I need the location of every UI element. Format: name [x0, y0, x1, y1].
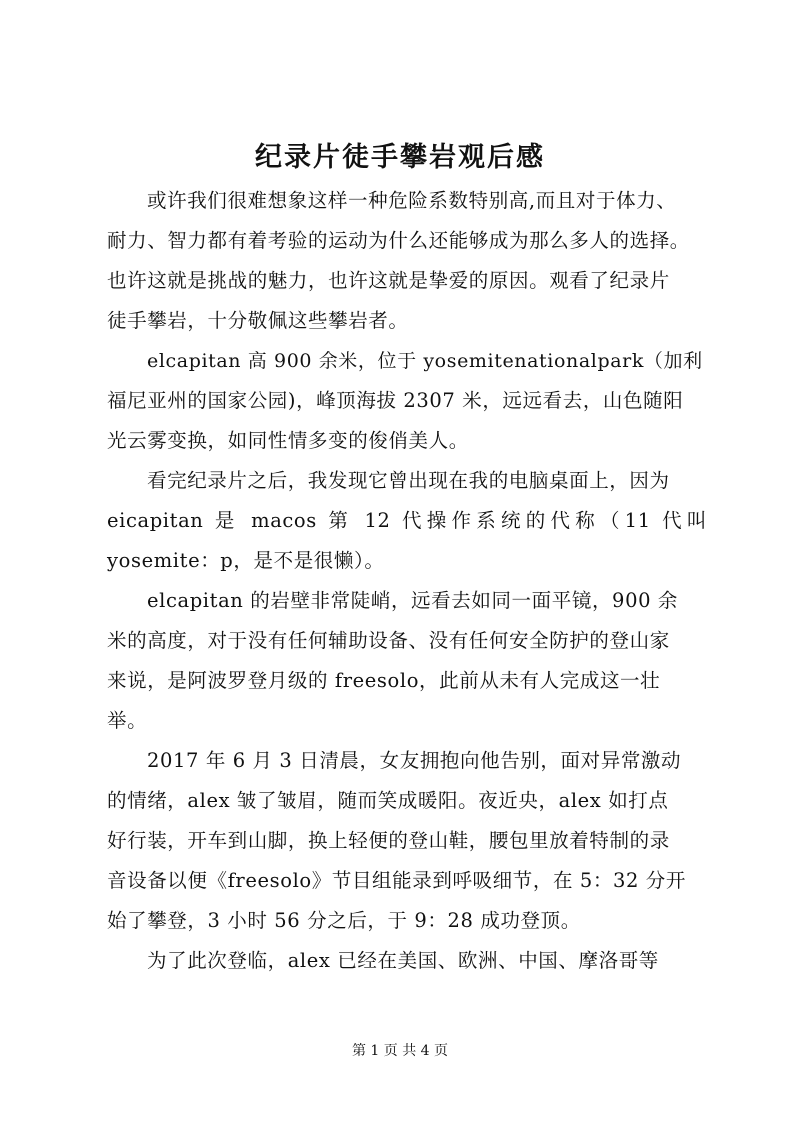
document-body [107, 181, 707, 981]
text-line: 看完纪录片之后，我发现它曾出现在我的电脑桌面上，因为 [147, 469, 670, 492]
text-line: eicapitan 是 macos 第 12 代操作系统的代称（11 代叫 [107, 509, 707, 532]
text-line: 举。 [107, 709, 148, 732]
text-line: 始了攀登，3 小时 56 分之后，于 9：28 成功登顶。 [107, 909, 581, 932]
text-line: 音设备以便《freesolo》节目组能录到呼吸细节，在 5：32 分开 [107, 869, 686, 892]
text-line: 也许这就是挑战的魅力，也许这就是挚爱的原因。观看了纪录片 [107, 269, 670, 292]
text-line: yosemite：p，是不是很懒）。 [107, 549, 385, 572]
document-title: 纪录片徒手攀岩观后感 [255, 142, 545, 173]
text-line: 为了此次登临，alex 已经在美国、欧洲、中国、摩洛哥等 [147, 949, 659, 972]
text-line: 徒手攀岩，十分敬佩这些攀岩者。 [107, 309, 409, 332]
text-line: 米的高度，对于没有任何辅助设备、没有任何安全防护的登山家 [107, 629, 670, 652]
text-line: 或许我们很难想象这样一种危险系数特别高,而且对于体力、 [147, 189, 677, 212]
text-line: 福尼亚州的国家公园)，峰顶海拔 2307 米，远远看去，山色随阳 [107, 389, 684, 412]
text-line: 来说，是阿波罗登月级的 freesolo，此前从未有人完成这一壮 [107, 669, 661, 692]
text-line: elcapitan 高 900 余米，位于 yosemitenationalpark（加利 [147, 350, 703, 372]
text-line: 耐力、智力都有着考验的运动为什么还能够成为那么多人的选择。 [107, 229, 690, 252]
text-line: 好行装，开车到山脚，换上轻便的登山鞋，腰包里放着特制的录 [107, 829, 670, 852]
page-footer: 第 1 页 共 4 页 [351, 1043, 449, 1059]
text-line: elcapitan 的岩壁非常陡峭，远看去如同一面平镜，900 余 [147, 589, 678, 612]
text-line: 的情绪，alex 皱了皱眉，随而笑成暖阳。夜近央，alex 如打点 [107, 789, 669, 812]
text-line: 2017 年 6 月 3 日清晨，女友拥抱向他告别，面对异常激动 [147, 749, 682, 772]
text-line: 光云雾变换，如同性情多变的俊俏美人。 [107, 429, 469, 452]
